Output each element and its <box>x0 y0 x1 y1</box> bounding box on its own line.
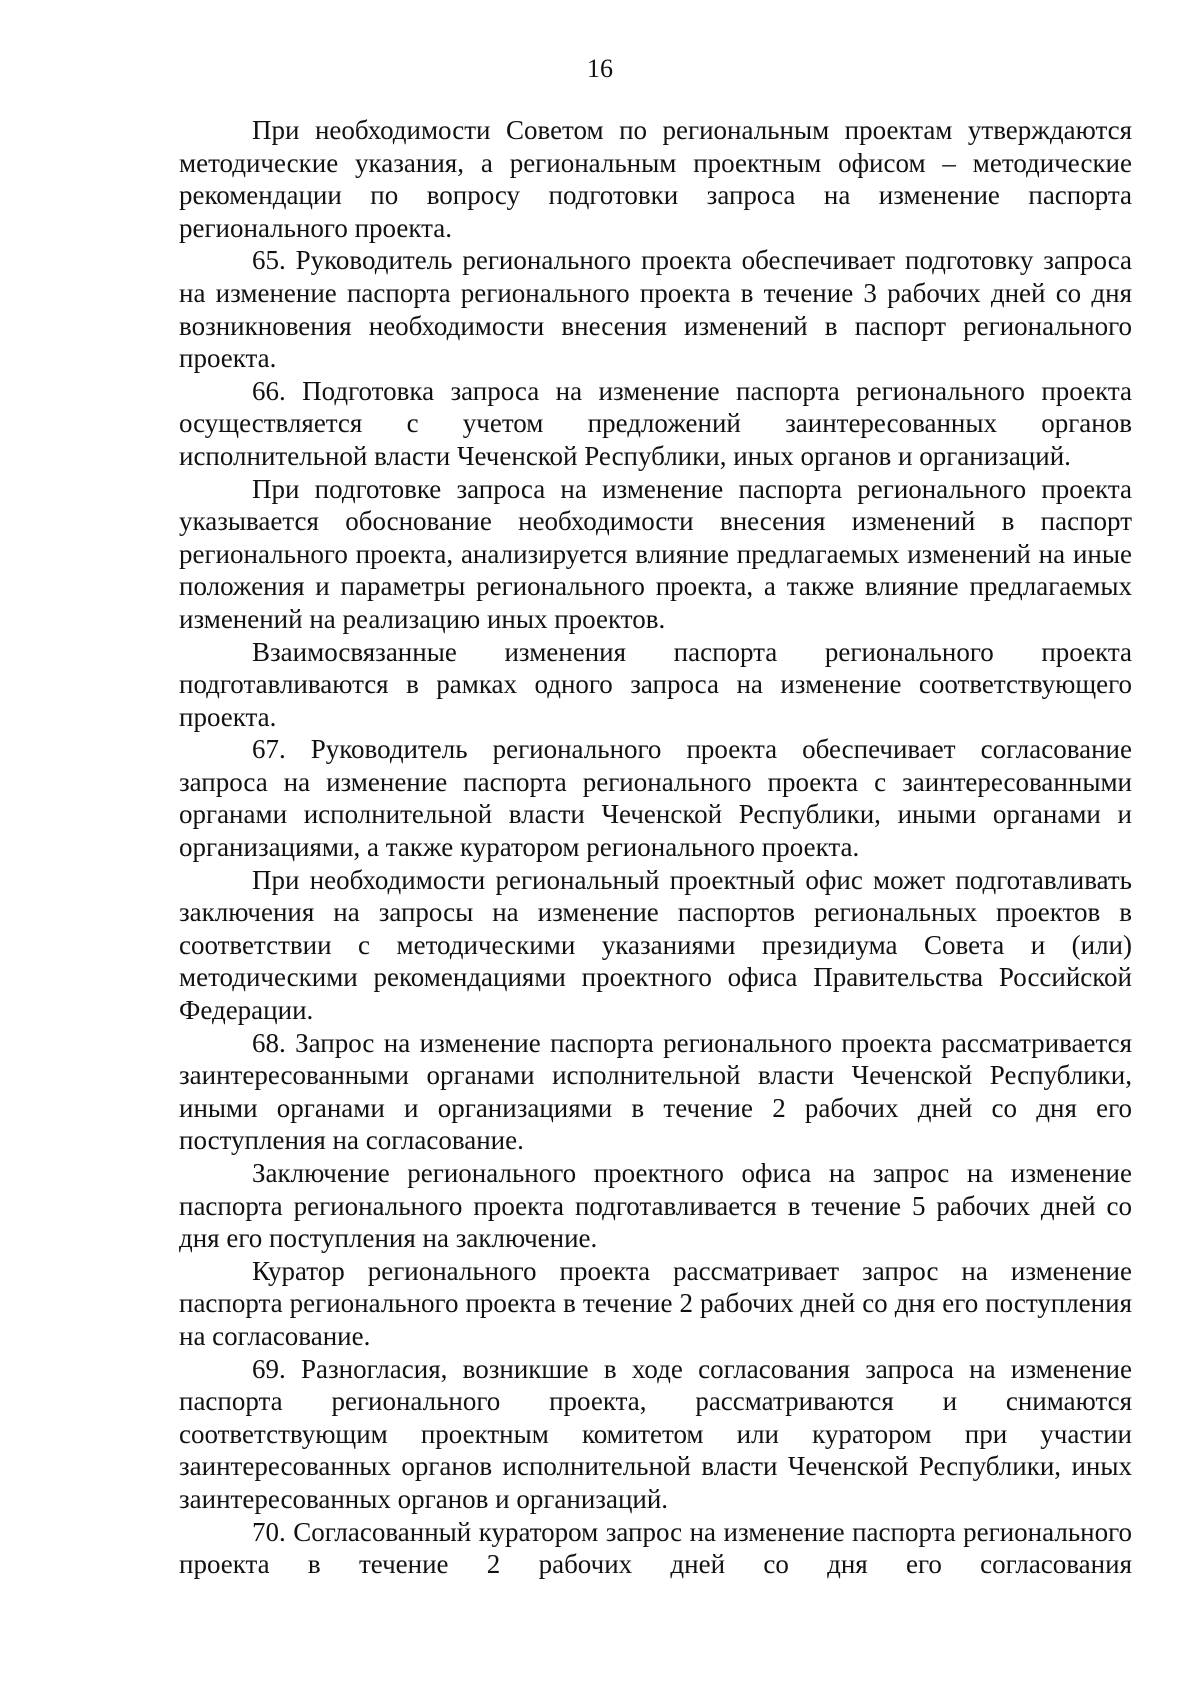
paragraph-project-office-conclusions: При необходимости региональный проектный офис может подготавливать заключения на запросы на изменение паспортов региональных проектов в соответствии с методическими указаниями президиума Совета и (или) методическими рекомендациями проектного офиса Правительства Российской Федерации. <box>179 864 1132 1026</box>
paragraph-methodical-guidance: При необходимости Советом по региональным проектам утверждаются методические указания, а региональным проектным офисом – методические рекомендации по вопросу подготовки запроса на изменение паспорта регионального проекта. <box>179 115 1132 243</box>
paragraph-66: 66. Подготовка запроса на изменение паспорта регионального проекта осуществляется с учетом предложений заинтересованных органов исполнительной власти Чеченской Республики, иных органов и организаций. <box>179 375 1132 471</box>
page-number: 16 <box>587 54 613 83</box>
paragraph-office-conclusion-term: Заключение регионального проектного офиса на запрос на изменение паспорта регионального проекта подготавливается в течение 5 рабочих дней со дня его поступления на заключение. <box>179 1158 1132 1254</box>
paragraph-65: 65. Руководитель регионального проекта обеспечивает подготовку запроса на изменение паспорта регионального проекта в течение 3 рабочих дней со дня возникновения необходимости внесения изменений в паспорт регионального проекта. <box>179 245 1132 374</box>
paragraph-68: 68. Запрос на изменение паспорта регионального проекта рассматривается заинтересованными органами исполнительной власти Чеченской Республики, иными органами и организациями в течение 2 рабочих дней со дня его поступления на согласование. <box>179 1027 1132 1156</box>
paragraph-interrelated-changes: Взаимосвязанные изменения паспорта регионального проекта подготавливаются в рамках одного запроса на изменение соответствующего проекта. <box>179 636 1132 732</box>
paragraph-curator-review: Куратор регионального проекта рассматривает запрос на изменение паспорта регионального проекта в течение 2 рабочих дней со дня его поступления на согласование. <box>179 1255 1132 1351</box>
document-body <box>179 114 1132 1581</box>
paragraph-70: 70. Согласованный куратором запрос на изменение паспорта регионального проекта в течение 2 рабочих дней со дня его согласования <box>179 1516 1132 1580</box>
paragraph-69: 69. Разногласия, возникшие в ходе согласования запроса на изменение паспорта регионального проекта, рассматриваются и снимаются соответствующим проектным комитетом или куратором при участии заинтересованных органов исполнительной власти Чеченской Республики, иных заинтересованных органов и организаций. <box>179 1353 1132 1514</box>
paragraph-67: 67. Руководитель регионального проекта обеспечивает согласование запроса на изменение паспорта регионального проекта с заинтересованными органами исполнительной власти Чеченской Республики, иными органами и организациями, а также куратором регионального проекта. <box>179 734 1132 863</box>
paragraph-request-justification: При подготовке запроса на изменение паспорта регионального проекта указывается обоснование необходимости внесения изменений в паспорт регионального проекта, анализируется влияние предлагаемых изменений на иные положения и параметры регионального проекта, а также влияние предлагаемых изменений на реализацию иных проектов. <box>179 473 1132 634</box>
